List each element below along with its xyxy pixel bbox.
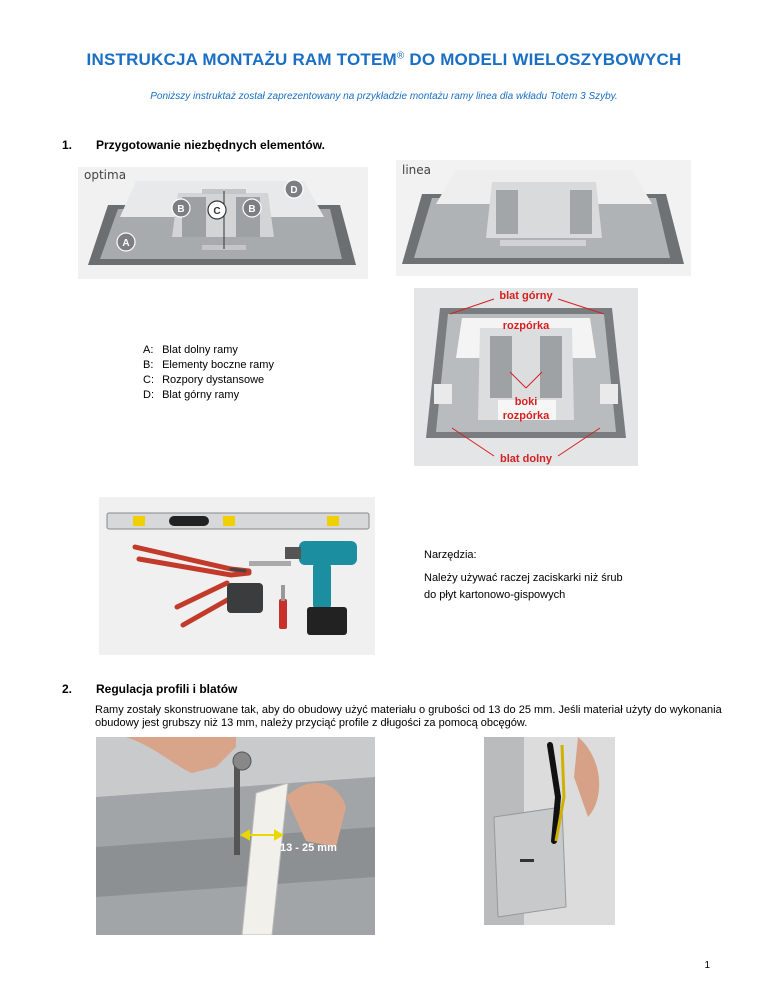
photo-caption-optima: optima [84, 168, 127, 182]
section-2-paragraph: Ramy zostały skonstruowane tak, aby do obudowy użyć materiału o grubości od 13 do 25 mm. Jeśli materiał użyty do wykonania obudowy jest grubszy niż 13 mm, należy przyciąć profile z długości za pomocą obcęgów. [95, 704, 722, 729]
photo-linea-frame [396, 160, 691, 276]
label-spacer-bottom: rozpórka [502, 410, 550, 422]
photo-cutting-profile [484, 737, 615, 925]
photo-caption-linea: linea [402, 163, 432, 177]
label-bottom-plate: blat dolny [500, 453, 552, 465]
label-spacer-top: rozpórka [502, 320, 550, 332]
marker-b-left-label: B [177, 204, 185, 215]
registered-mark: ® [396, 50, 405, 62]
tools-note: Należy używać raczej zaciskarki niż śrub do płyt kartonowo-gispowych [424, 572, 623, 601]
marker-a-label: A [122, 238, 130, 249]
parts-legend [143, 343, 274, 403]
measure-label: 13 - 25 mm [280, 842, 337, 854]
section-2-heading [62, 682, 237, 696]
legend-item: C: Rozpory dystansowe [143, 374, 265, 386]
document-title [0, 50, 768, 70]
section-2-title: Regulacja profili i blatów [96, 682, 238, 696]
tools-description [424, 547, 624, 604]
legend-item: A: Blat dolny ramy [143, 344, 238, 356]
photo-tools [99, 497, 375, 655]
marker-d-label: D [290, 185, 298, 196]
photo-optima-frame [78, 167, 368, 279]
photo-labeled-parts [414, 288, 638, 466]
label-top-plate: blat górny [499, 290, 553, 302]
photo-thickness-measurement [96, 737, 375, 935]
legend-item: B: Elementy boczne ramy [143, 359, 274, 371]
tools-heading: Narzędzia: [424, 549, 477, 561]
section-1-number: 1. [62, 138, 73, 152]
title-rest: DO MODELI WIELOSZYBOWYCH [404, 50, 682, 69]
page-number: 1 [704, 960, 710, 971]
section-1-heading [62, 138, 325, 152]
spirit-level-icon [107, 513, 369, 529]
label-sides: boki [514, 396, 538, 408]
marker-b-right-label: B [248, 204, 256, 215]
legend-item: D: Blat górny ramy [143, 389, 240, 401]
section-1-title: Przygotowanie niezbędnych elementów. [96, 138, 325, 152]
document-subtitle: Poniższy instruktaż został zaprezentowany na przykładzie montażu ramy linea dla wkładu Totem 3 Szyby. [150, 91, 618, 102]
title-main: INSTRUKCJA MONTAŻU RAM TOTEM [86, 50, 397, 69]
marker-c-label: C [213, 206, 221, 217]
section-2-number: 2. [62, 682, 73, 696]
